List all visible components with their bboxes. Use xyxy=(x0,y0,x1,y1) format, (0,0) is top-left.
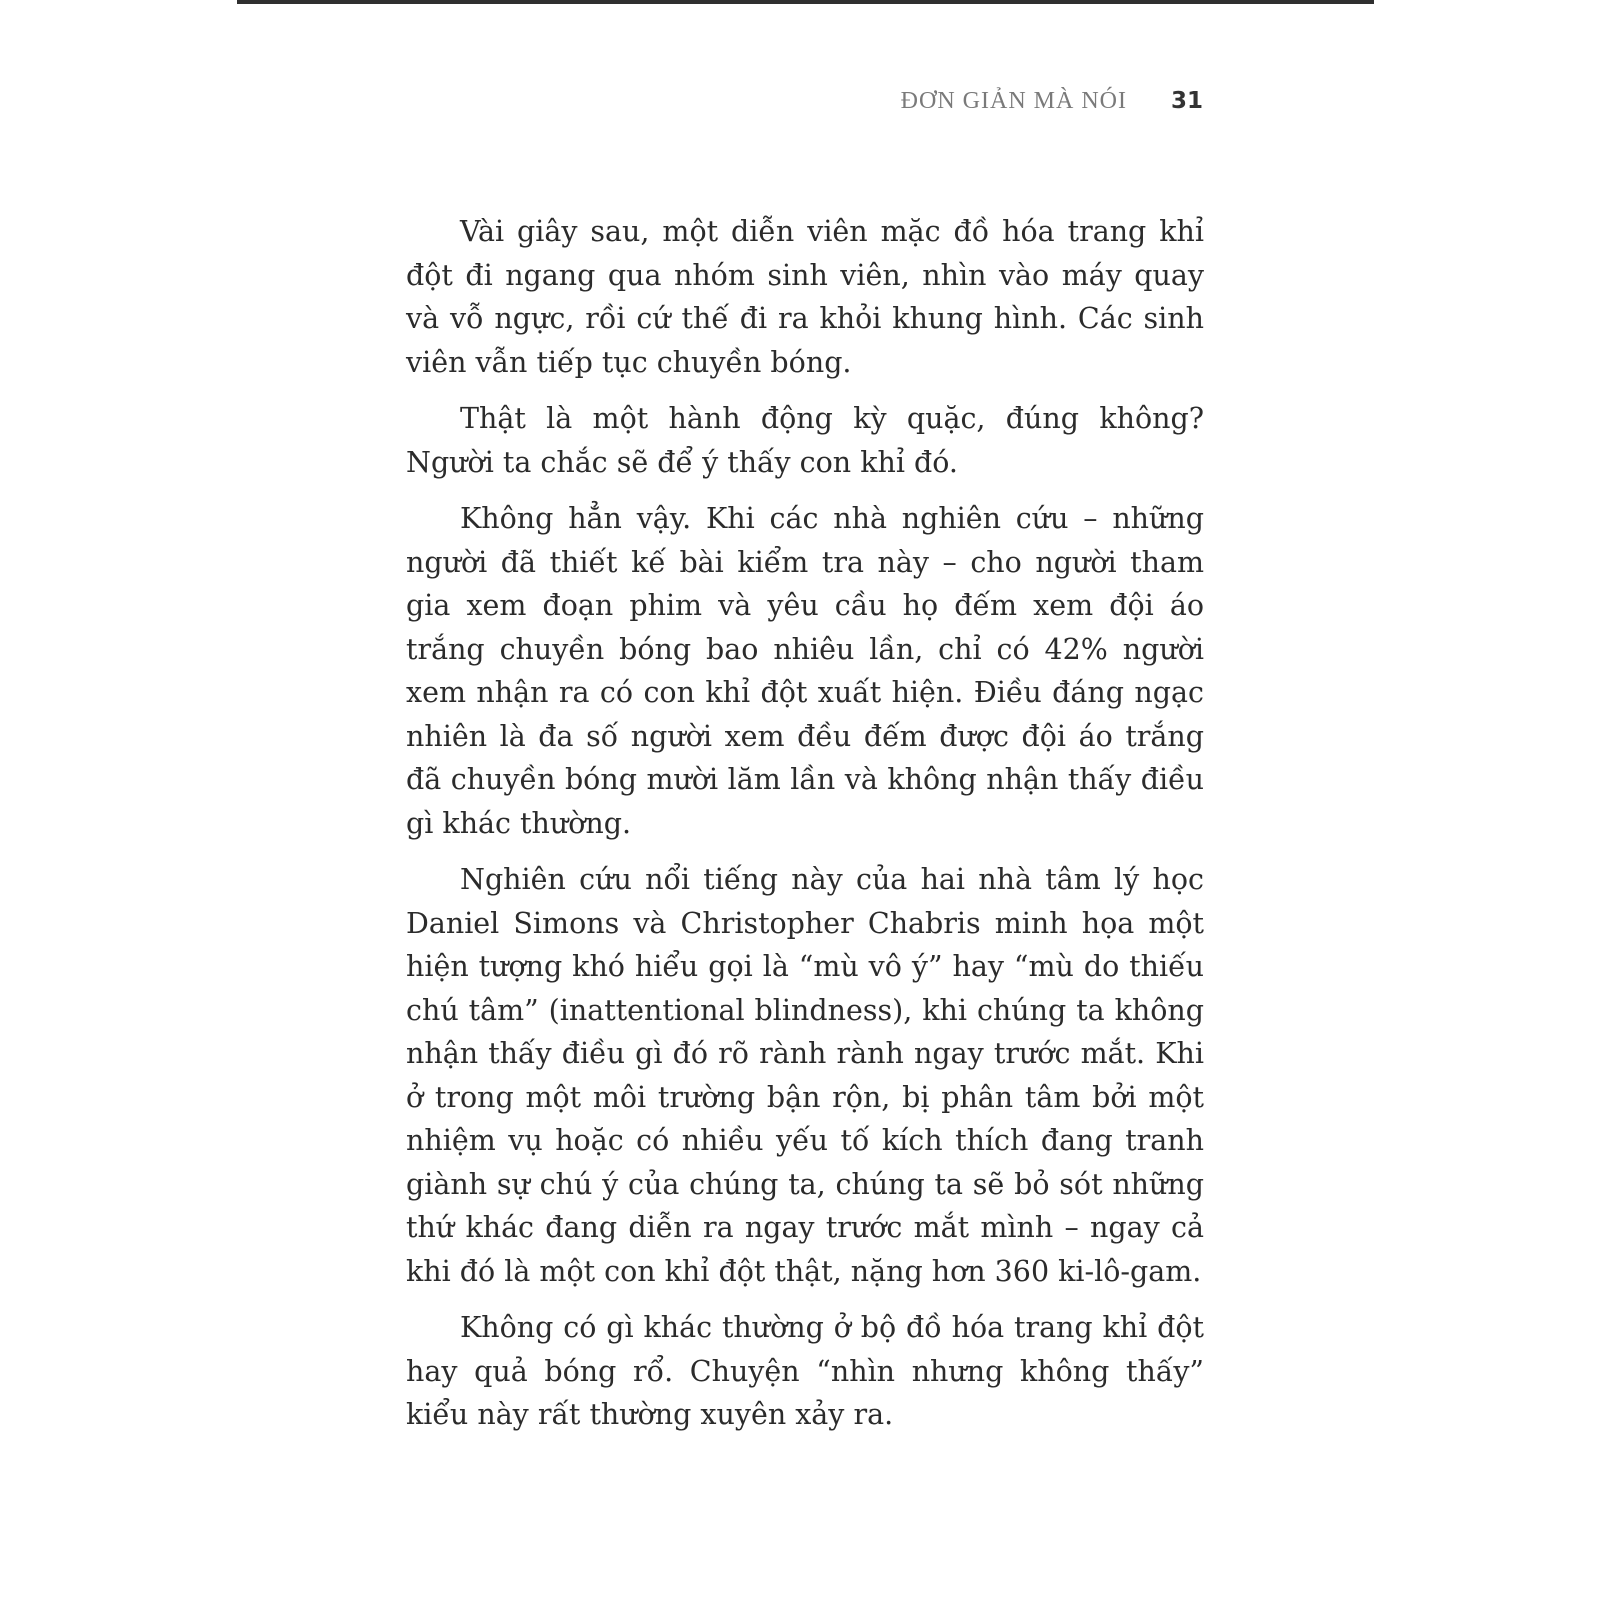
top-border-rule xyxy=(237,0,1374,4)
paragraph-2: Thật là một hành động kỳ quặc, đúng không? Người ta chắc sẽ để ý thấy con khỉ đó. xyxy=(406,402,1204,479)
paragraph-3: Không hẳn vậy. Khi các nhà nghiên cứu – những người đã thiết kế bài kiểm tra này – cho người tham gia xem đoạn phim và yêu cầu họ đếm xem đội áo trắng chuyền bóng bao nhiêu lần, chỉ có 42% người xem nhận ra có con khỉ đột xuất hiện. Điều đáng ngạc nhiên là đa số người xem đều đếm được đội áo trắng đã chuyền bóng mười lăm lần và không nhận thấy điều gì khác thường. xyxy=(406,502,1204,840)
paragraph-1: Vài giây sau, một diễn viên mặc đồ hóa trang khỉ đột đi ngang qua nhóm sinh viên, nhìn vào máy quay và vỗ ngực, rồi cứ thế đi ra khỏi khung hình. Các sinh viên vẫn tiếp tục chuyền bóng. xyxy=(406,215,1204,379)
paragraph-4: Nghiên cứu nổi tiếng này của hai nhà tâm lý học Daniel Simons và Christopher Chabris minh họa một hiện tượng khó hiểu gọi là “mù vô ý” hay “mù do thiếu chú tâm” (inattentional blindness), khi chúng ta không nhận thấy điều gì đó rõ rành rành ngay trước mắt. Khi ở trong một môi trường bận rộn, bị phân tâm bởi một nhiệm vụ hoặc có nhiều yếu tố kích thích đang tranh giành sự chú ý của chúng ta, chúng ta sẽ bỏ sót những thứ khác đang diễn ra ngay trước mắt mình – ngay cả khi đó là một con khỉ đột thật, nặng hơn 360 ki-lô-gam. xyxy=(406,863,1204,1288)
page-number: 31 xyxy=(1170,88,1203,114)
running-title: ĐƠN GIẢN MÀ NÓI xyxy=(900,88,1127,114)
body-text xyxy=(406,210,1204,1450)
paragraph-5: Không có gì khác thường ở bộ đồ hóa trang khỉ đột hay quả bóng rổ. Chuyện “nhìn nhưng không thấy” kiểu này rất thường xuyên xảy ra. xyxy=(406,1311,1204,1431)
running-header xyxy=(700,88,1203,115)
